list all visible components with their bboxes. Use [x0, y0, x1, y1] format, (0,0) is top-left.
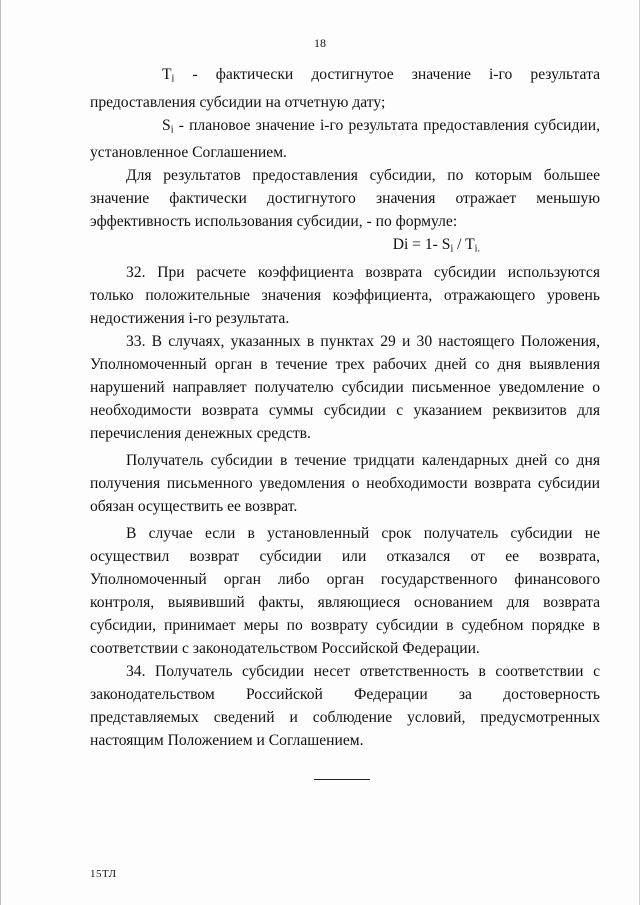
paragraph-32: 32. При расчете коэффициента возврата субсидии используются только положительные значения коэффициента, отражающего уровень недостижения i-го результата. [90, 263, 600, 327]
paragraph-33-court: В случае если в установленный срок получатель субсидии не осуществил возврат субсидии или отказался от ее возврата, Уполномоченный орган либо орган государственного финансового контроля, выявивший факты, являющиеся основанием для возврата субсидии, принимает меры по возврату субсидии в судебном порядке в соответствии с законодательством Российской Федерации. [90, 524, 600, 657]
paragraph-34: 34. Получатель субсидии несет ответственность в соответствии с законодательством Российской Федерации за достоверность представляемых сведений и соблюдение условий, предусмотренных настоящим Положением и Соглашением. [90, 662, 600, 749]
paragraph-formula-intro: Для результатов предоставления субсидии, по которым большее значение фактически достигнутого значения отражает меньшую эффективность использования субсидии, - по формуле: [90, 167, 600, 231]
end-divider [314, 779, 370, 780]
definition-t-text: - фактически достигнутое значение i-го результата предоставления субсидии на отчетную дату; [90, 66, 600, 111]
paragraph-33: 33. В случаях, указанных в пунктах 29 и 30 настоящего Положения, Уполномоченный орган в течение трех рабочих дней со дня выявления нарушений направляет получателю субсидии письменное уведомление о необходимости возврата суммы субсидии с указанием реквизитов для перечисления денежных средств. [90, 332, 600, 442]
page-number: 18 [314, 36, 326, 50]
symbol-s: $S_i$ [162, 116, 174, 136]
footer-code: 15ТЛ [90, 868, 117, 880]
symbol-t: $T_i$ [162, 66, 175, 85]
definition-t [90, 63, 600, 114]
definition-s [90, 114, 600, 165]
definition-s-text: - плановое значение i-го результата предоставления субсидии, установленное Соглашением. [90, 116, 600, 162]
formula: Di = 1- $S_i / T_{i.}$ [392, 236, 480, 255]
document-body [90, 63, 600, 752]
paragraph-33-return: Получатель субсидии в течение тридцати календарных дней со дня получения письменного уведомления о необходимости возврата субсидии обязан осуществить ее возврат. [90, 451, 600, 515]
